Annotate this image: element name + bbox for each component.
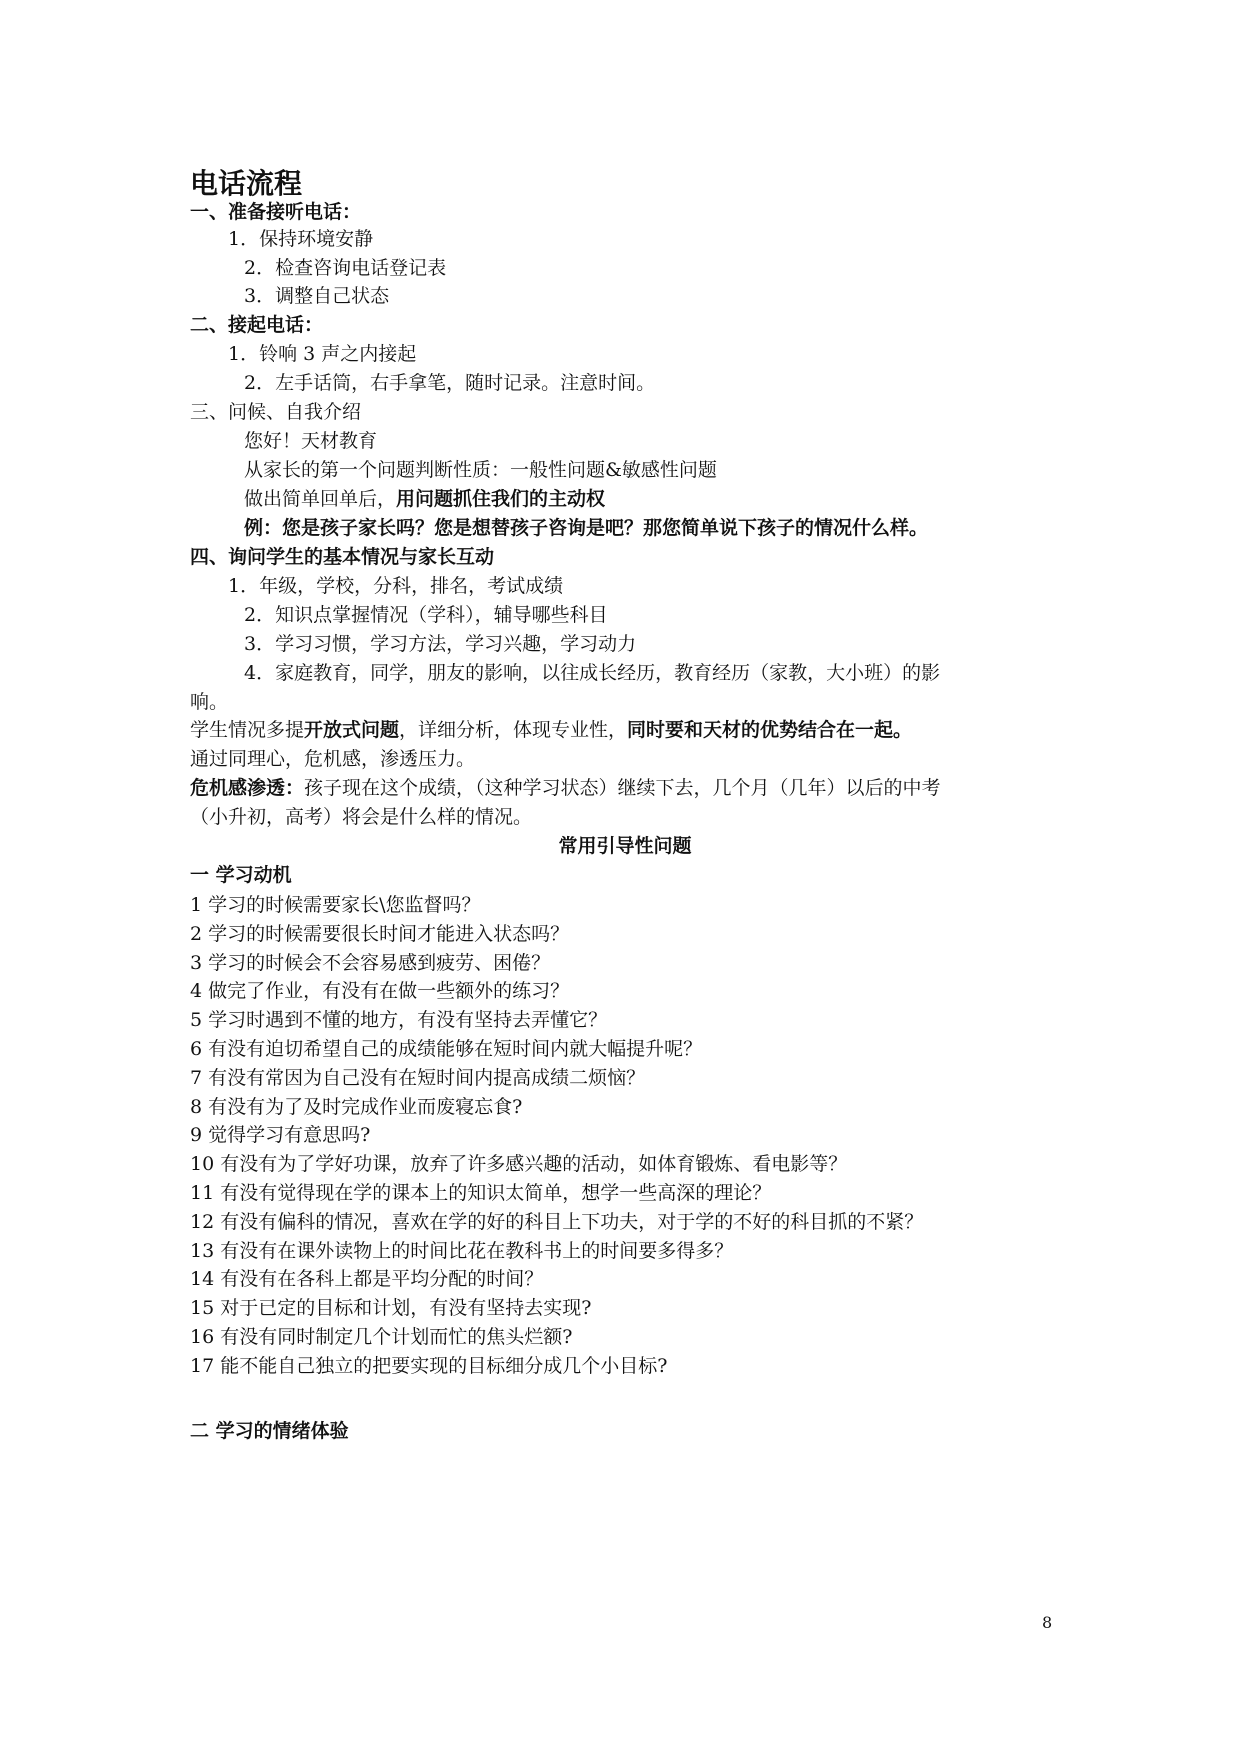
section-4-item: 1．年级，学校，分科，排名，考试成绩 <box>228 575 564 597</box>
motivation-question: 3 学习的时候会不会容易感到疲劳、困倦？ <box>190 952 551 974</box>
example-text: 例：您是孩子家长吗？您是想替孩子咨询是吧？那您简单说下孩子的情况什么样。 <box>244 517 929 539</box>
greeting-text: 您好！天材教育 <box>244 430 378 452</box>
judge-text: 从家长的第一个问题判断性质：一般性问题&敏感性问题 <box>244 459 717 481</box>
page-title: 电话流程 <box>190 167 303 200</box>
crisis-line-1 <box>190 772 1060 804</box>
section-2-item: 1．铃响 3 声之内接起 <box>228 343 417 365</box>
motivation-question: 13 有没有在课外读物上的时间比花在教科书上的时间要多得多？ <box>190 1240 734 1262</box>
section-4-item: 2．知识点掌握情况（学科），辅导哪些科目 <box>244 604 608 626</box>
section-1-item: 2．检查咨询电话登记表 <box>244 257 447 279</box>
section-4-item-continued: 响。 <box>190 691 229 713</box>
crisis-text-1: 孩子现在这个成绩，（这种学习状态）继续下去，几个月（几年）以后的中考 <box>304 777 941 799</box>
reply-prefix: 做出简单回单后， <box>244 488 397 510</box>
reply-bold: 用问题抓住我们的主动权 <box>396 488 606 510</box>
motivation-question: 9 觉得学习有意思吗? <box>190 1124 371 1146</box>
motivation-question: 10 有没有为了学好功课，放弃了许多感兴趣的活动，如体育锻炼、看电影等？ <box>190 1153 848 1175</box>
reply-line <box>244 483 1114 515</box>
motivation-question: 4 做完了作业，有没有在做一些额外的练习？ <box>190 980 570 1002</box>
motivation-question: 6 有没有迫切希望自己的成绩能够在短时间内就大幅提升呢？ <box>190 1038 703 1060</box>
motivation-heading: 一 学习动机 <box>190 864 292 886</box>
section-1-heading: 一、准备接听电话： <box>190 201 362 223</box>
empathy-text: 通过同理心，危机感，渗透压力。 <box>190 748 476 770</box>
open-b1: 开放式问题 <box>304 719 400 741</box>
section-4-item: 4．家庭教育，同学，朋友的影响，以往成长经历，教育经历（家教，大小班）的影 <box>244 662 941 684</box>
guide-heading: 常用引导性问题 <box>558 835 692 857</box>
motivation-question: 12 有没有偏科的情况，喜欢在学的好的科目上下功夫，对于学的不好的科目抓的不紧？ <box>190 1211 924 1233</box>
motivation-question: 1 学习的时候需要家长\您监督吗？ <box>190 894 481 916</box>
motivation-question: 15 对于已定的目标和计划，有没有坚持去实现? <box>190 1297 592 1319</box>
emotion-heading: 二 学习的情绪体验 <box>190 1420 349 1442</box>
motivation-question: 14 有没有在各科上都是平均分配的时间？ <box>190 1268 544 1290</box>
open-questions-line <box>190 714 1060 746</box>
open-b2: 同时要和天材的优势结合在一起。 <box>627 719 913 741</box>
motivation-question: 7 有没有常因为自己没有在短时间内提高成绩二烦恼？ <box>190 1067 646 1089</box>
section-1-item: 3．调整自己状态 <box>244 285 390 307</box>
motivation-question: 5 学习时遇到不懂的地方，有没有坚持去弄懂它？ <box>190 1009 608 1031</box>
section-2-heading: 二、接起电话： <box>190 314 324 336</box>
motivation-question: 11 有没有觉得现在学的课本上的知识太简单，想学一些高深的理论？ <box>190 1182 772 1204</box>
open-p2: ，详细分析，体现专业性， <box>399 719 628 741</box>
motivation-question: 2 学习的时候需要很长时间才能进入状态吗？ <box>190 923 570 945</box>
section-3-heading: 三、问候、自我介绍 <box>190 401 362 423</box>
motivation-question: 8 有没有为了及时完成作业而废寝忘食? <box>190 1096 523 1118</box>
section-1-item: 1．保持环境安静 <box>228 228 374 250</box>
open-p1: 学生情况多提 <box>190 719 305 741</box>
section-2-item: 2．左手话筒，右手拿笔，随时记录。注意时间。 <box>244 372 656 394</box>
crisis-line-2: （小升初，高考）将会是什么样的情况。 <box>190 806 533 828</box>
crisis-label: 危机感渗透： <box>190 777 305 799</box>
page-number: 8 <box>1042 1613 1053 1632</box>
section-4-item: 3．学习习惯，学习方法，学习兴趣，学习动力 <box>244 633 637 655</box>
motivation-question: 17 能不能自己独立的把要实现的目标细分成几个小目标? <box>190 1355 668 1377</box>
motivation-question: 16 有没有同时制定几个计划而忙的焦头烂额? <box>190 1326 573 1348</box>
section-4-heading: 四、询问学生的基本情况与家长互动 <box>190 546 495 568</box>
